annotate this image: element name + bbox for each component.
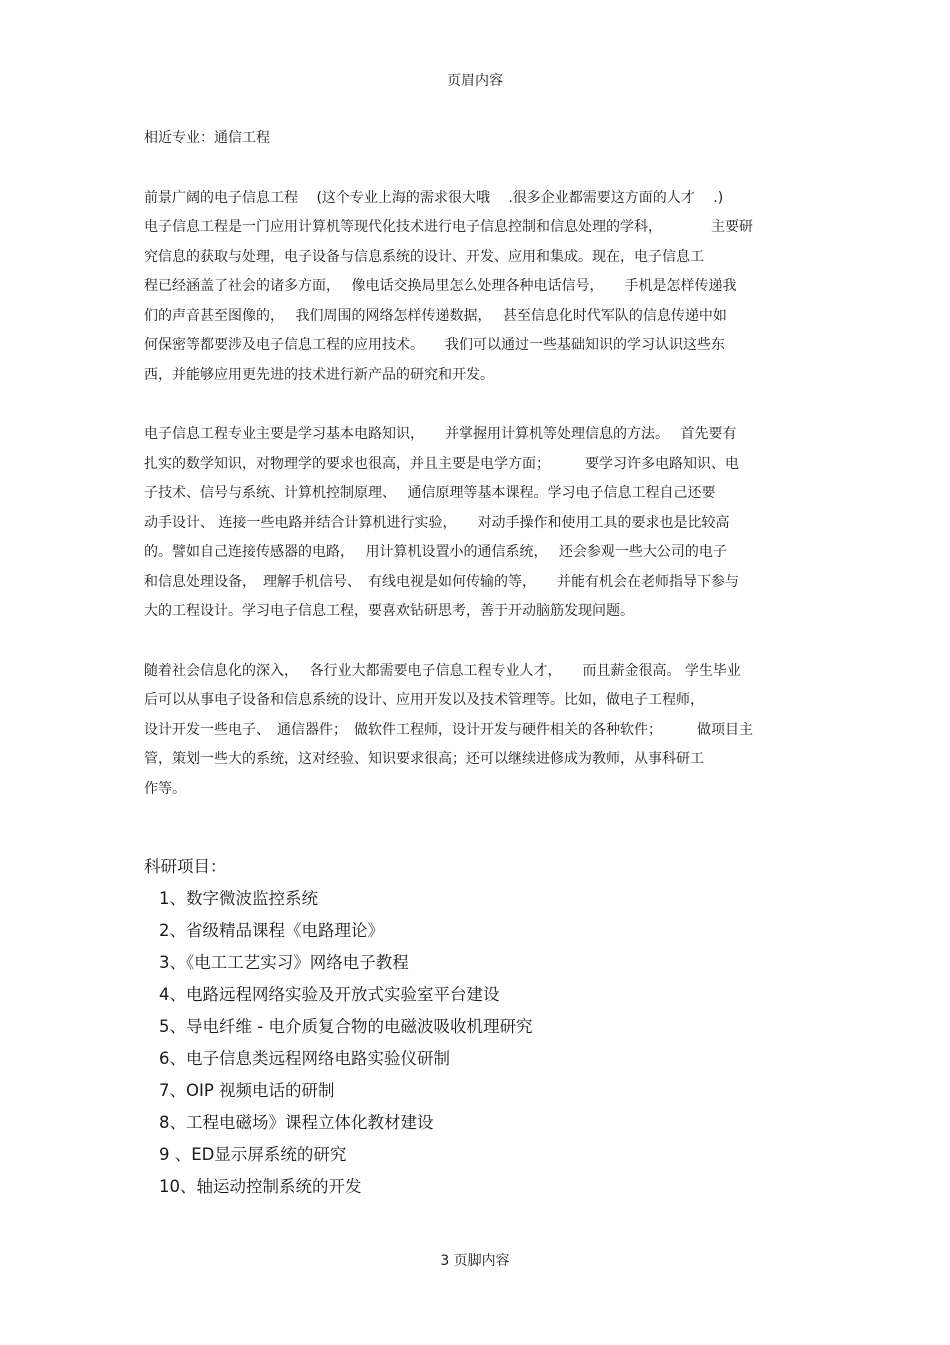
project-item: 10、轴运动控制系统的开发 [159, 1177, 362, 1196]
text-line: 前景广阔的电子信息工程 (这个专业上海的需求很大哦 .很多企业都需要这方面的人才 .) [144, 189, 724, 206]
text-line: 设计开发一些电子、 通信器件； 做软件工程师，设计开发与硬件相关的各种软件； 做项目主 [144, 721, 753, 738]
project-item: 7、OIP 视频电话的研制 [159, 1081, 335, 1100]
project-item: 9 、ED显示屏系统的研究 [159, 1145, 347, 1164]
project-item: 5、导电纤维 - 电介质复合物的电磁波吸收机理研究 [159, 1017, 533, 1036]
project-item: 4、电路远程网络实验及开放式实验室平台建设 [159, 985, 500, 1004]
text-line: 的。譬如自己连接传感器的电路， 用计算机设置小的通信系统， 还会参观一些大公司的电子 [144, 544, 727, 560]
text-line: 大的工程设计。学习电子信息工程，要喜欢钻研思考，善于开动脑筋发现问题。 [144, 603, 634, 619]
text-line: 电子信息工程专业主要是学习基本电路知识， 并掌握用计算机等处理信息的方法。 首先要有 [144, 426, 737, 442]
text-line: 电子信息工程是一门应用计算机等现代化技术进行电子信息控制和信息处理的学科， 主要研 [144, 219, 753, 235]
text-line: 西，并能够应用更先进的技术进行新产品的研究和开发。 [144, 366, 494, 383]
research-projects-section [144, 850, 809, 1203]
paragraph-overview [144, 184, 809, 391]
text-line: 子技术、信号与系统、计算机控制原理、 通信原理等基本课程。学习电子信息工程自己还要 [144, 485, 716, 501]
page-header: 页眉内容 [447, 73, 503, 89]
text-line: 随着社会信息化的深入， 各行业大都需要电子信息工程专业人才， 而且薪金很高。 学生毕业 [144, 662, 741, 679]
project-item: 8、工程电磁场》课程立体化教材建设 [159, 1113, 434, 1132]
text-line: 扎实的数学知识，对物理学的要求也很高，并且主要是电学方面； 要学习许多电路知识、电 [144, 455, 739, 472]
text-line: 后可以从事电子设备和信息系统的设计、应用开发以及技术管理等。比如，做电子工程师， [144, 692, 704, 708]
text-line: 动手设计、 连接一些电路并结合计算机进行实验， 对动手操作和使用工具的要求也是比较高 [144, 514, 730, 531]
text-line: 作等。 [144, 780, 186, 797]
text-line: 何保密等都要涉及电子信息工程的应用技术。 我们可以通过一些基础知识的学习认识这些东 [144, 337, 725, 353]
text-line: 和信息处理设备， 理解手机信号、 有线电视是如何传输的等， 并能有机会在老师指导下参与 [144, 573, 739, 590]
document-body [144, 124, 809, 1203]
text-line: 们的声音甚至图像的， 我们周围的网络怎样传递数据， 甚至信息化时代军队的信息传递中如 [144, 307, 727, 324]
research-projects-list [144, 883, 809, 1203]
project-item: 1、数字微波监控系统 [159, 889, 318, 908]
text-line: 管，策划一些大的系统，这对经验、知识要求很高；还可以继续进修成为教师，从事科研工 [144, 751, 704, 767]
page-footer: 3 页脚内容 [440, 1253, 510, 1269]
text-line: 究信息的获取与处理，电子设备与信息系统的设计、开发、应用和集成。现在，电子信息工 [144, 248, 704, 265]
spacer [144, 154, 809, 184]
project-item: 2、省级精品课程《电路理论》 [159, 921, 384, 940]
text-line: 程已经涵盖了社会的诸多方面， 像电话交换局里怎么处理各种电话信号， 手机是怎样传递我 [144, 278, 737, 294]
paragraph-curriculum [144, 420, 809, 627]
spacer [144, 804, 809, 850]
related-major-line: 相近专业：通信工程 [144, 130, 270, 146]
research-projects-title: 科研项目： [144, 857, 227, 876]
spacer [144, 390, 809, 420]
project-item: 3、《电工工艺实习》网络电子教程 [159, 953, 409, 972]
spacer [144, 627, 809, 657]
paragraph-careers [144, 657, 809, 805]
project-item: 6、电子信息类远程网络电路实验仪研制 [159, 1049, 450, 1068]
